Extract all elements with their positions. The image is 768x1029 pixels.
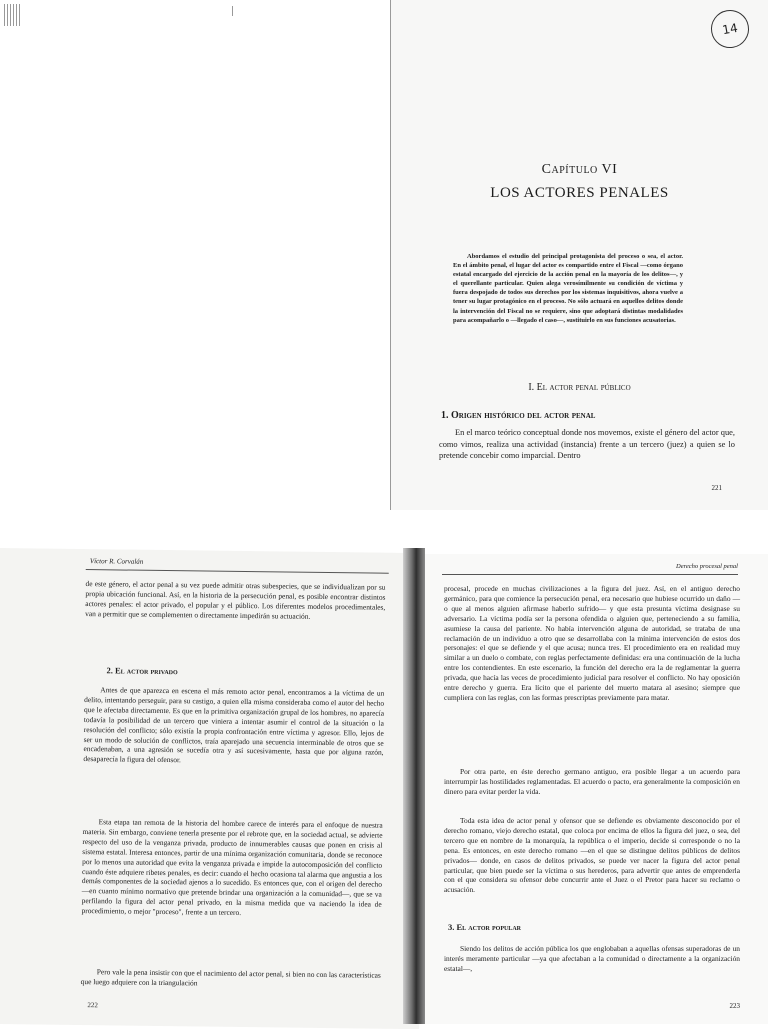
body-paragraph: de este género, el actor penal a su vez puede admitir otras subespecies, que se individualizan por su propia ubicación funcional. Así, en la historia de la persecución penal, es posible encontrar distintos actores penales: el actor privado, el popular y el público. Los diferentes modelos procedimentales, van a permitir que se complementen o directamente impedirán su actuación. [85, 579, 386, 621]
chapter-title: LOS ACTORES PENALES [490, 185, 669, 201]
body-paragraph: procesal, procede en muchas civilizaciones a la figura del juez. Así, en el antiguo derecho germánico, para que comience la persecución penal, era necesario que hubiese ocurrido un daño —o que al menos alguien afirmase haberlo sufrido— y que esta presunta víctima designase su adversario. La víctima podía ser la persona ofendida o alguien que, perteneciendo a su familia, asumiese la causa del pariente. No había intervención alguna de autoridad, se trataba de una reclamación de un individuo a otro que se desarrollaba con la mínima intervención de estos dos personajes: el que se defiende y el que acusa; nunca tres. El procedimiento era en realidad muy similar a un duelo o combate, con reglas perfectamente definidas: era una continuación de la lucha entre los contendientes. En este escenario, la función del derecho era la de reglamentar la guerra privada, que hacía las veces de procedimiento judicial para resolver el conflicto. No hay oposición entre derecho y guerra. Era lícito que el pariente del muerto matara al asesino; siempre que cumpliera con las reglas, con las formas prescriptas previamente para matar. [444, 584, 740, 702]
body-paragraph: Siendo los delitos de acción pública los que englobaban a aquellas ofensas superadoras de un interés meramente particular —ya que afectaban a la comunidad o directamente a la organización estatal—, [444, 944, 740, 973]
subsection-title: 1. Origen histórico del actor penal [441, 410, 596, 421]
subsection-title: 2. El actor privado [106, 665, 178, 677]
body-paragraph: Pero vale la pena insistir con que el nacimiento del actor penal, si bien no con las características que luego adquiere con la triangulación [80, 967, 381, 988]
header-rule [86, 569, 389, 574]
header-rule [442, 574, 738, 575]
page-223 [412, 554, 768, 1024]
body-paragraph: Esta etapa tan remota de la historia del hombre carece de interés para el enfoque de nuestra materia. Sin embargo, conviene tenerla presente por el rebrote que, en la sociedad actual, se advierte respecto del uso de la venganza privada, producto de innumerables causas que ponen en crisis al sistema estatal. Interesa entonces, partir de una mínima organización comunitaria, donde se reconoce por lo menos una autoridad que evita la venganza privada e impide la autocomposición del conflicto cuando éste adquiere ribetes penales, es decir: cuando el hecho ocasiona tal alarma que angustia a los demás componentes de la sociedad ajenos a lo sucedido. Es entonces que, con el origen del derecho —en cuanto mínimo normativo que pretende brindar una organización a la comunidad—, que se va perfilando la figura del actor penal privado, en la misma medida que va naciendo la idea de procedimiento, o mejor "proceso", frente a un tercero. [81, 817, 383, 918]
section-title: I. El actor penal público [528, 382, 631, 393]
handwritten-page-stamp: 14 [708, 7, 752, 51]
chapter-number: Capítulo VI [541, 162, 618, 177]
scan-mark [232, 6, 233, 16]
chapter-abstract: Abordamos el estudio del principal protagonista del proceso o sea, el actor. En el ámbito penal, el lugar del actor es compartido entre el Fiscal —como órgano estatal encargado del ejercicio de la acción penal en la mayoría de los delitos—, y el querellante particular. Quien alega verosímilmente su condición de víctima y fuera despojado de todos sus derechos por los sistemas inquisitivos, ahora vuelve a tener su lugar protagónico en el proceso. No sólo actuará en aquellos delitos donde la intervención del Fiscal no se requiere, sino que adoptará distintas modalidades para acompañarlo o —llegado el caso—, sustituirlo en sus funciones acusatorias. [453, 253, 683, 324]
running-header: Derecho procesal penal [676, 563, 738, 570]
body-paragraph: En el marco teórico conceptual donde nos movemos, existe el género del actor que, como vimos, realiza una actividad (instancia) frente a un tercero (juez) a quien se lo pretende concebir como imparcial. Dentro [439, 428, 735, 461]
blank-page [0, 0, 390, 548]
running-header: Víctor R. Corvalán [89, 557, 144, 566]
page-number: 221 [711, 484, 722, 492]
subsection-title: 3. El actor popular [448, 922, 521, 932]
page-222 [0, 548, 425, 1029]
page-number: 222 [87, 1001, 98, 1010]
book-gutter-shadow [403, 548, 425, 1024]
page-number: 223 [729, 1002, 740, 1010]
body-paragraph: Antes de que aparezca en escena el más remoto actor penal, encontramos a la víctima de un delito, intentando perseguir, para su castigo, a quien ella misma consideraba como el autor del hecho que le afectaba directamente. Es que en la primitiva organización grupal de los hombres, no aparecía todavía la posibilidad de un tercero que viniera a intentar asumir el control de la situación o la resolución del conflicto; sólo existía la propia confrontación entre víctima y agresor. Ello, lejos de ser un modo de solución de conflictos, traía aparejado una secuencia interminable de otros que se encadenaban, a una agresión se sucedía otra y así sucesivamente, hasta que por alguna razón, desaparecía la figura del ofensor. [83, 685, 385, 765]
page-221 [390, 0, 768, 510]
body-paragraph: Por otra parte, en éste derecho germano antiguo, era posible llegar a un acuerdo para interrumpir las hostilidades reglamentadas. El acuerdo o pacto, era generalmente la composición en dinero para evitar perder la vida. [444, 767, 740, 796]
scan-speck [4, 4, 22, 26]
body-paragraph: Toda esta idea de actor penal y ofensor que se defiende es obviamente desconocido por el derecho romano, viejo derecho estatal, que coloca por encima de ellos la figura del juez, o sea, del tercero que en nombre de la monarquía, la república o el imperio, decide si corresponde o no la pena. Es entonces, en este derecho romano —en el que se distingue delitos públicos de delitos privados— donde, en casos de delitos privados, se puede ver nacer la figura del actor penal particular, que bien puede ser la víctima o sus herederos, para advertir que antes de emprenderla con el que considera su ofensor debe concurrir ante el Juez o el Pretor para hacer su reclamo o acusación. [444, 816, 740, 895]
